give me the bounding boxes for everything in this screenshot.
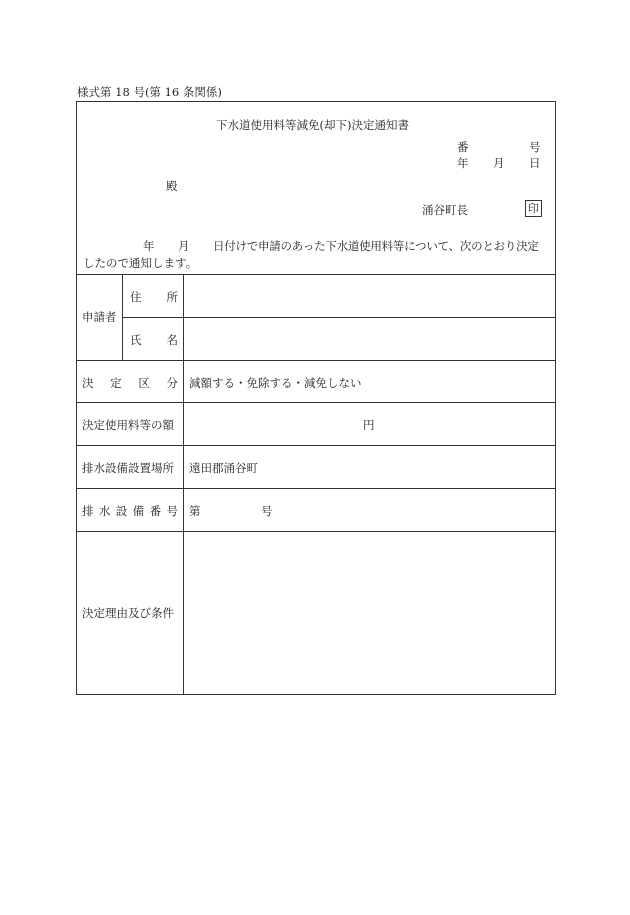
equipment-number-suffix: 号 [261, 504, 273, 518]
addressee-suffix: 殿 [166, 179, 178, 193]
amount-unit: 円 [363, 418, 375, 432]
location-value: 遠田郡涌谷町 [189, 461, 258, 475]
number-go: 号 [529, 140, 541, 154]
body-line2: したので通知します。 [83, 256, 198, 270]
decision-options: 減額する・免除する・減免しない [189, 376, 362, 390]
address-label: 住 所 [130, 290, 178, 304]
applicant-label: 申請者 [82, 310, 117, 324]
equipment-number-prefix: 第 [189, 504, 201, 518]
document-title: 下水道使用料等減免(却下)決定通知書 [216, 118, 409, 132]
date-day: 日 [529, 156, 541, 170]
name-label: 氏 名 [130, 333, 178, 347]
reason-label: 決定理由及び条件 [82, 606, 174, 620]
number-ban: 番 [457, 140, 469, 154]
location-label: 排水設備設置場所 [82, 461, 174, 475]
date-year: 年 [457, 156, 469, 170]
issuer-title: 涌谷町長 [422, 203, 468, 217]
form-number: 様式第 18 号(第 16 条関係) [77, 85, 222, 99]
seal-stamp: 印 [525, 200, 542, 217]
equipment-number-label: 排 水 設 備 番 号 [82, 504, 178, 518]
notification-form [76, 101, 556, 695]
date-month: 月 [493, 156, 505, 170]
body-year: 年 [143, 239, 155, 253]
amount-label: 決定使用料等の額 [82, 418, 174, 432]
body-line1: 日付けで申請のあった下水道使用料等について、次のとおり決定 [213, 239, 539, 253]
decision-category-label: 決 定 区 分 [82, 376, 178, 390]
body-month: 月 [178, 239, 190, 253]
